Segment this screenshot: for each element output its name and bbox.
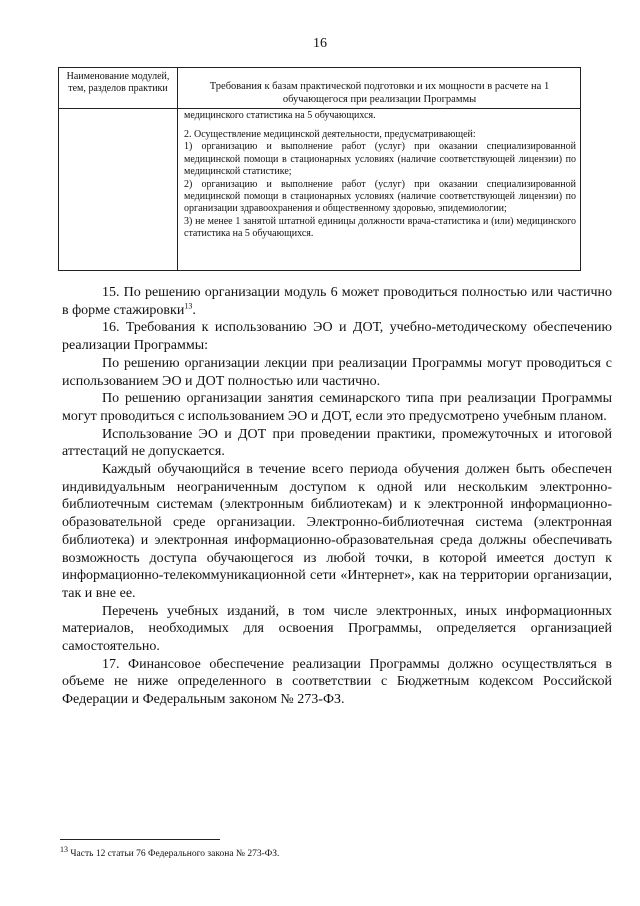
paragraph-15: 15. По решению организации модуль 6 может проводиться полностью или частично в форме стажировки$^{13}$. [62, 285, 612, 318]
document-body [62, 284, 612, 709]
table-header-divider [59, 108, 580, 109]
table-cell-item: 1) организацию и выполнение работ (услуг) при оказании специализированной медицинской помощи в стационарных условиях (наличие соответствующей лицензии) по медицинской статистике; [184, 141, 576, 178]
paragraph-16-access: Каждый обучающийся в течение всего периода обучения должен быть обеспечен индивидуальным неограниченным доступом к одной или нескольким электронно-библиотечным системам (электронным библиотекам) и к электронной информационно-образовательной среде организации. Электронно-библиотечная система (электронная библиотека) и электронная информационно-образовательная среда должны обеспечивать возможность доступа обучающегося из любой точки, в которой имеется доступ к информационно-телекоммуникационной сети «Интернет», как на территории организации, так и вне ее. [62, 462, 612, 601]
page-number: 16 [313, 36, 327, 51]
paragraph-16-practice: Использование ЭО и ДОТ при проведении практики, промежуточных и итоговой аттестаций не допускается. [62, 426, 612, 460]
table-header-requirements: Требования к базам практической подготовки и их мощности в расчете на 1 обучающегося при реализации Программы [209, 81, 550, 105]
table-header-modules: Наименование модулей, тем, разделов практики [66, 71, 170, 94]
table-cell-item: 3) не менее 1 занятой штатной единицы должности врача-статистика и (или) медицинского статистика на 5 обучающихся. [184, 215, 576, 240]
table-cell-item: 2) организацию и выполнение работ (услуг) при оказании специализированной медицинской помощи в стационарных условиях (наличие соответствующей лицензии) по организации здравоохранения и общественному здоровью, эпидемиологии; [184, 178, 576, 215]
table-column-divider [177, 68, 178, 270]
requirements-table [58, 67, 581, 271]
table-cell-continuation: медицинского статистика на 5 обучающихся. [184, 110, 376, 121]
footnote-separator [60, 839, 220, 840]
table-cell-item: 2. Осуществление медицинской деятельности, предусматривающей: [184, 129, 476, 140]
paragraph-16-materials: Перечень учебных изданий, в том числе электронных, иных информационных материалов, необходимых для освоения Программы, определяется организацией самостоятельно. [62, 603, 612, 655]
table-cell-requirements [184, 129, 576, 241]
paragraph-17: 17. Финансовое обеспечение реализации Программы должно осуществляться в объеме не ниже определенного в соответствии с Бюджетным кодексом Российской Федерации и Федеральным законом № 273-ФЗ. [62, 656, 612, 708]
footnote: $^{13}$ Часть 12 статьи 76 Федерального закона № 273-ФЗ. [60, 844, 280, 859]
paragraph-16: 16. Требования к использованию ЭО и ДОТ, учебно-методическому обеспечению реализации Программы: [62, 320, 612, 354]
footnote-ref: 13 [184, 301, 193, 311]
paragraph-16-lectures: По решению организации лекции при реализации Программы могут проводиться с использованием ЭО и ДОТ полностью или частично. [62, 355, 612, 389]
paragraph-16-seminars: По решению организации занятия семинарского типа при реализации Программы могут проводиться с использованием ЭО и ДОТ, если это предусмотрено учебным планом. [62, 391, 612, 424]
